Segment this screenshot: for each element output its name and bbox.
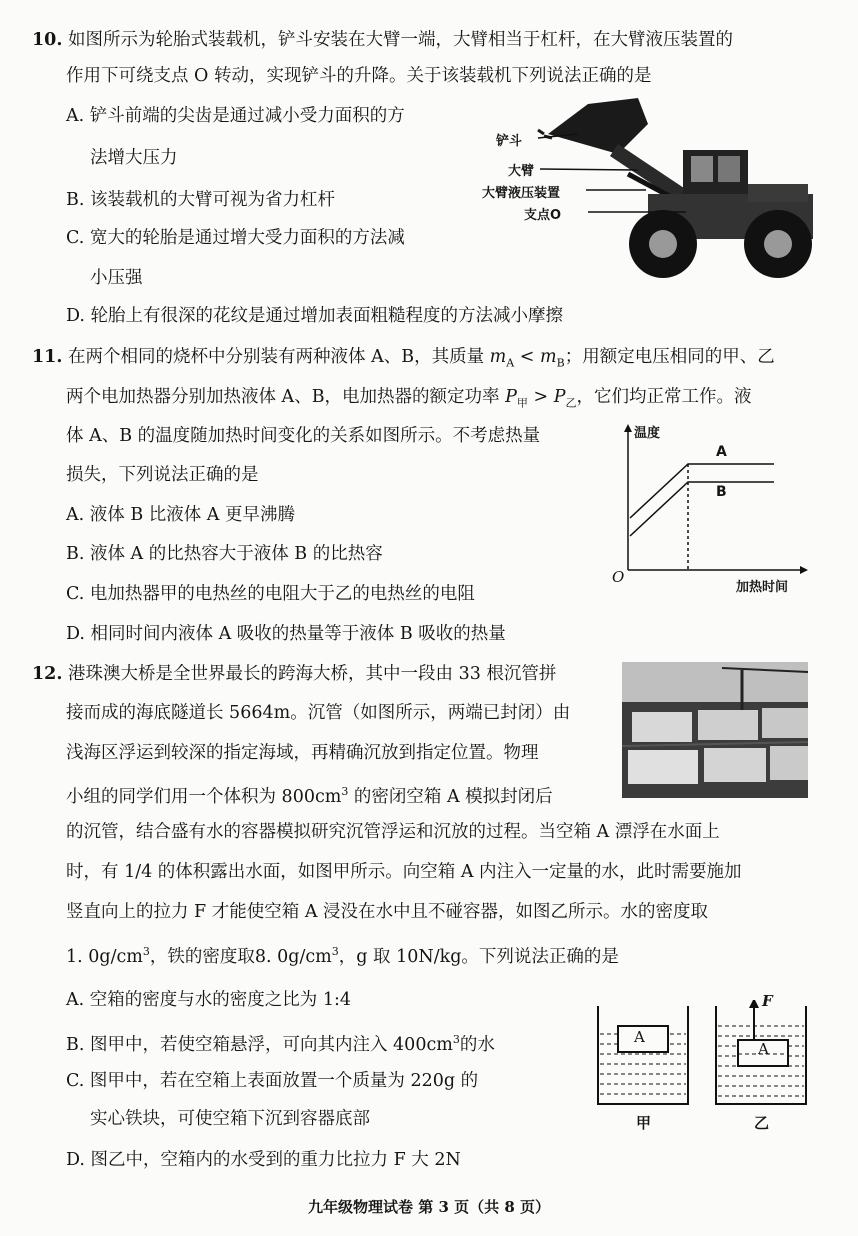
graph-origin: O xyxy=(612,568,625,586)
box-a-jia-label: A xyxy=(634,1028,645,1046)
container-drawing xyxy=(592,1000,814,1110)
q12-line4: 小组的同学们用一个体积为 $800cm^3$ 的密闭空箱 A 模拟封闭后 xyxy=(66,785,553,807)
q11-line2: 两个电加热器分别加热液体 A、B，电加热器的额定功率 $P_甲 > P_乙$，它们均正常工作。液 xyxy=(66,387,752,410)
label-hydraulic: 大臂液压装置 xyxy=(482,186,561,201)
q10-option-a-line2: 法增大压力 xyxy=(90,148,178,168)
q11-option-c: C. 电加热器甲的电热丝的电阻大于乙的电热丝的电阻 xyxy=(66,584,475,604)
q10-option-b: B. 该装载机的大臂可视为省力杠杆 xyxy=(66,190,335,210)
label-bucket: 铲斗 xyxy=(496,134,523,149)
graph-label-a: A xyxy=(716,444,727,460)
loader-figure xyxy=(478,94,818,282)
q10-option-c-line1: C. 宽大的轮胎是通过增大受力面积的方法减 xyxy=(66,228,405,248)
q12-option-a: A. 空箱的密度与水的密度之比为 1:4 xyxy=(66,990,351,1010)
q11-line1: 11. 在两个相同的烧杯中分别装有两种液体 A、B，其质量 $m_A < m_B$；用额定电压相同的甲、乙 xyxy=(32,347,775,370)
temperature-graph-axes xyxy=(604,420,814,590)
caption-jia: 甲 xyxy=(636,1114,652,1132)
tunnel-photo xyxy=(622,662,808,798)
q11-line3: 体 A、B 的温度随加热时间变化的关系如图所示。不考虑热量 xyxy=(66,426,541,446)
q10-stem-line1: 10. 如图所示为轮胎式装载机，铲斗安装在大臂一端，大臂相当于杠杆，在大臂液压装置的 xyxy=(32,30,734,50)
q11-line4: 损失，下列说法正确的是 xyxy=(66,465,259,485)
q10-number: 10. xyxy=(32,30,63,50)
q12-line6: 时，有 1/4 的体积露出水面，如图甲所示。向空箱 A 内注入一定量的水，此时需要施加 xyxy=(66,862,742,882)
temperature-graph xyxy=(604,420,814,595)
q12-line5: 的沉管，结合盛有水的容器模拟研究沉管浮运和沉放的过程。当空箱 A 漂浮在水面上 xyxy=(66,822,720,842)
graph-label-b: B xyxy=(716,484,727,500)
caption-yi: 乙 xyxy=(754,1114,770,1132)
q12-option-c-line1: C. 图甲中，若在空箱上表面放置一个质量为 220g 的 xyxy=(66,1071,479,1091)
q12-number: 12. xyxy=(32,664,63,684)
q12-line2: 接而成的海底隧道长 5664m。沉管（如图所示，两端已封闭）由 xyxy=(66,703,571,723)
label-pivot: 支点O xyxy=(524,208,562,223)
q12-option-c-line2: 实心铁块，可使空箱下沉到容器底部 xyxy=(90,1109,370,1129)
force-label: F xyxy=(762,992,773,1010)
q12-line7: 竖直向上的拉力 F 才能使空箱 A 浸没在水中且不碰容器，如图乙所示。水的密度取 xyxy=(66,902,709,922)
q10-option-d: D. 轮胎上有很深的花纹是通过增加表面粗糙程度的方法减小摩擦 xyxy=(66,306,564,326)
box-a-yi-label: A xyxy=(758,1040,769,1058)
page-footer: 九年级物理试卷 第 3 页（共 8 页） xyxy=(308,1198,550,1216)
graph-ylabel: 温度 xyxy=(634,426,661,441)
graph-xlabel: 加热时间 xyxy=(736,580,789,595)
q11-option-a: A. 液体 B 比液体 A 更早沸腾 xyxy=(66,505,296,525)
q10-option-c-line2: 小压强 xyxy=(90,268,143,288)
q12-line1: 12. 港珠澳大桥是全世界最长的跨海大桥，其中一段由 33 根沉管拼 xyxy=(32,664,557,684)
q11-option-d: D. 相同时间内液体 A 吸收的热量等于液体 B 吸收的热量 xyxy=(66,624,506,644)
container-figures xyxy=(592,992,814,1134)
q12-line8: 1. $0g/cm^3$，铁的密度取8. $0g/cm^3$，g 取 10N/kg。下列说法正确的是 xyxy=(66,945,619,967)
q11-option-b: B. 液体 A 的比热容大于液体 B 的比热容 xyxy=(66,544,383,564)
q12-line3: 浅海区浮运到较深的指定海域，再精确沉放到指定位置。物理 xyxy=(66,743,539,763)
curve-a-line xyxy=(630,464,774,518)
q12-option-d: D. 图乙中，空箱内的水受到的重力比拉力 F 大 2N xyxy=(66,1150,461,1170)
curve-b-line xyxy=(630,482,774,536)
q12-option-b: B. 图甲中，若使空箱悬浮，可向其内注入 $400cm^3$的水 xyxy=(66,1033,495,1055)
tunnel-photo-drawing xyxy=(622,662,808,798)
q10-stem-line2: 作用下可绕支点 O 转动，实现铲斗的升降。关于该装载机下列说法正确的是 xyxy=(66,66,652,86)
q11-number: 11. xyxy=(32,347,63,367)
q10-option-a-line1: A. 铲斗前端的尖齿是通过减小受力面积的方 xyxy=(66,106,405,126)
label-arm: 大臂 xyxy=(508,164,535,179)
